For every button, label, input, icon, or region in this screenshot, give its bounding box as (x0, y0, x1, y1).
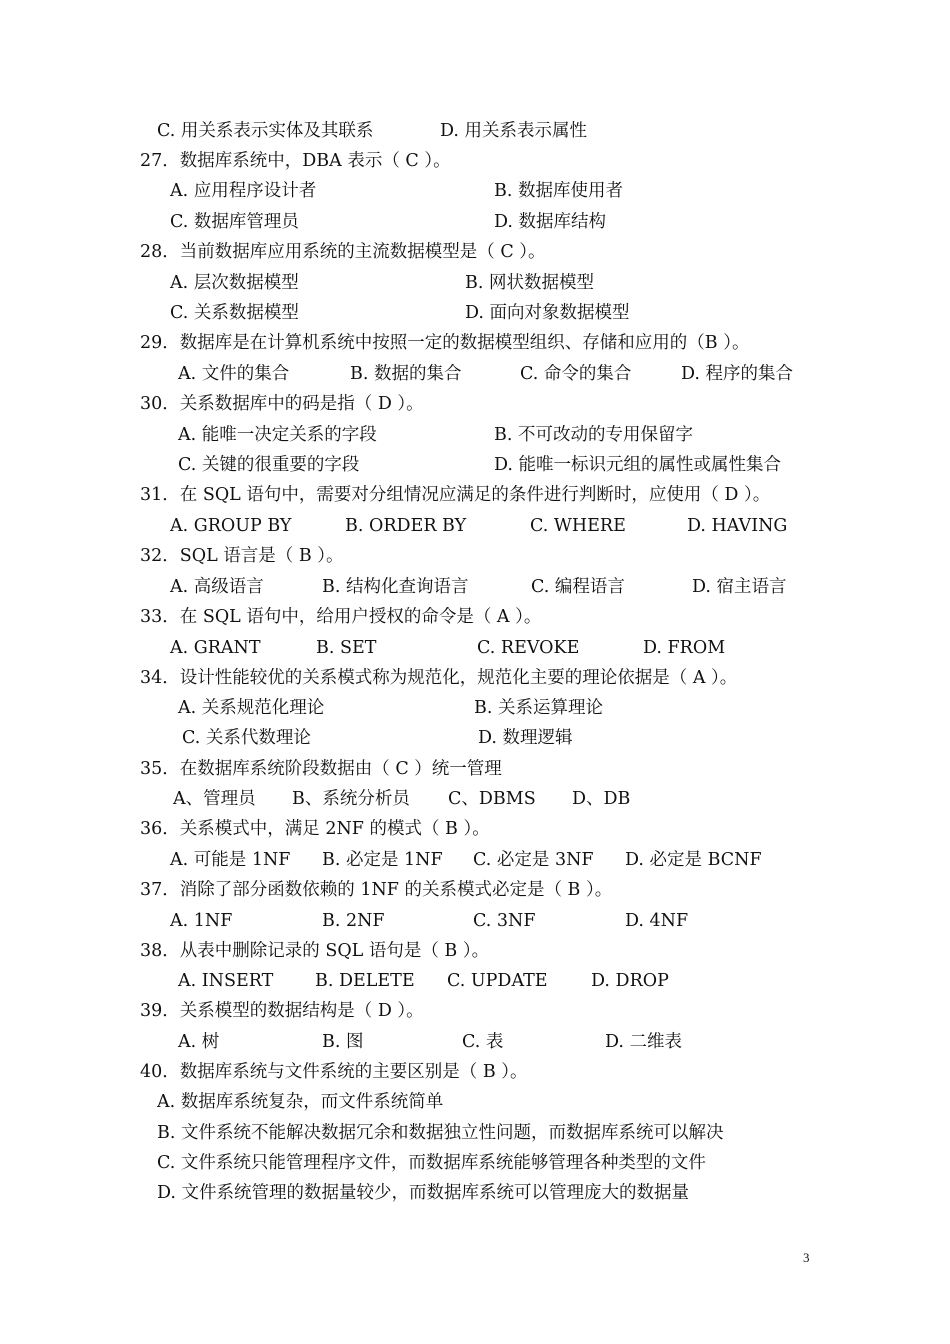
question-38-stem: 38．从表中删除记录的 SQL 语句是（ B ）。 (140, 941, 490, 961)
question-32-option-c: C. 编程语言 (531, 577, 625, 597)
question-40-option-d: D. 文件系统管理的数据量较少，而数据库系统可以管理庞大的数据量 (157, 1183, 690, 1203)
question-36-option-a: A. 可能是 1NF (170, 850, 291, 870)
question-34-option-a: A. 关系规范化理论 (178, 698, 325, 718)
question-31-option-a: A. GROUP BY (170, 516, 292, 536)
question-37-option-c: C. 3NF (473, 911, 536, 931)
question-27-stem: 27．数据库系统中，DBA 表示（ C ）。 (140, 151, 451, 171)
question-40-option-b: B. 文件系统不能解决数据冗余和数据独立性问题，而数据库系统可以解决 (157, 1123, 724, 1143)
question-32-option-d: D. 宿主语言 (692, 577, 787, 597)
question-39-option-a: A. 树 (178, 1032, 220, 1052)
question-33-stem: 33．在 SQL 语句中，给用户授权的命令是（ A ）。 (140, 607, 542, 627)
question-30-option-d: D. 能唯一标识元组的属性或属性集合 (494, 455, 782, 475)
question-31-option-c: C. WHERE (530, 516, 626, 536)
question-30-option-c: C. 关键的很重要的字段 (178, 455, 360, 475)
question-29-stem: 29．数据库是在计算机系统中按照一定的数据模型组织、存储和应用的（B ）。 (140, 333, 750, 353)
option-d: D. 用关系表示属性 (440, 121, 588, 141)
question-32-option-a: A. 高级语言 (170, 577, 264, 597)
question-38-option-d: D. DROP (591, 971, 669, 991)
question-40-option-c: C. 文件系统只能管理程序文件，而数据库系统能够管理各种类型的文件 (157, 1153, 706, 1173)
option-c: C. 用关系表示实体及其联系 (157, 121, 374, 141)
question-28-option-b: B. 网状数据模型 (465, 273, 594, 293)
question-28-stem: 28．当前数据库应用系统的主流数据模型是（ C ）。 (140, 242, 546, 262)
question-31-option-b: B. ORDER BY (345, 516, 467, 536)
question-32-option-b: B. 结构化查询语言 (322, 577, 469, 597)
question-37-option-a: A. 1NF (170, 911, 233, 931)
question-37-option-b: B. 2NF (322, 911, 385, 931)
question-33-option-a: A. GRANT (170, 638, 261, 658)
question-34-option-b: B. 关系运算理论 (474, 698, 603, 718)
question-31-option-d: D. HAVING (687, 516, 788, 536)
question-30-stem: 30．关系数据库中的码是指（ D ）。 (140, 394, 424, 414)
question-29-option-d: D. 程序的集合 (681, 364, 794, 384)
question-33-option-b: B. SET (316, 638, 377, 658)
question-39-option-c: C. 表 (462, 1032, 504, 1052)
question-34-option-c: C. 关系代数理论 (182, 728, 311, 748)
question-35-option-d: D、DB (572, 789, 631, 809)
question-27-option-c: C. 数据库管理员 (170, 212, 299, 232)
question-39-stem: 39．关系模型的数据结构是（ D ）。 (140, 1001, 424, 1021)
question-36-option-c: C. 必定是 3NF (473, 850, 594, 870)
question-36-option-b: B. 必定是 1NF (322, 850, 443, 870)
page-number: 3 (803, 1250, 810, 1265)
question-35-option-b: B、系统分析员 (292, 789, 410, 809)
question-37-option-d: D. 4NF (625, 911, 689, 931)
question-33-option-d: D. FROM (643, 638, 726, 658)
question-27-option-a: A. 应用程序设计者 (170, 181, 317, 201)
question-38-option-a: A. INSERT (178, 971, 274, 991)
question-34-option-d: D. 数理逻辑 (478, 728, 573, 748)
question-36-option-d: D. 必定是 BCNF (625, 850, 762, 870)
question-32-stem: 32．SQL 语言是（ B ）。 (140, 546, 344, 566)
question-31-stem: 31．在 SQL 语句中，需要对分组情况应满足的条件进行判断时，应使用（ D ）。 (140, 485, 771, 505)
question-36-stem: 36．关系模式中，满足 2NF 的模式（ B ）。 (140, 819, 490, 839)
question-35-stem: 35．在数据库系统阶段数据由（ C ）统一管理 (140, 759, 502, 779)
question-40-stem: 40．数据库系统与文件系统的主要区别是（ B ）。 (140, 1062, 528, 1082)
question-29-option-c: C. 命令的集合 (520, 364, 632, 384)
question-28-option-a: A. 层次数据模型 (170, 273, 299, 293)
question-28-option-d: D. 面向对象数据模型 (465, 303, 630, 323)
question-27-option-d: D. 数据库结构 (494, 212, 607, 232)
question-28-option-c: C. 关系数据模型 (170, 303, 299, 323)
question-38-option-b: B. DELETE (315, 971, 415, 991)
question-40-option-a: A. 数据库系统复杂，而文件系统简单 (157, 1092, 444, 1112)
question-39-option-d: D. 二维表 (605, 1032, 683, 1052)
question-29-option-b: B. 数据的集合 (350, 364, 462, 384)
question-33-option-c: C. REVOKE (477, 638, 580, 658)
question-34-stem: 34．设计性能较优的关系模式称为规范化，规范化主要的理论依据是（ A ）。 (140, 668, 738, 688)
question-30-option-b: B. 不可改动的专用保留字 (494, 425, 693, 445)
question-35-option-a: A、管理员 (173, 789, 256, 809)
question-37-stem: 37．消除了部分函数依赖的 1NF 的关系模式必定是（ B ）。 (140, 880, 613, 900)
question-39-option-b: B. 图 (322, 1032, 364, 1052)
question-38-option-c: C. UPDATE (447, 971, 548, 991)
question-30-option-a: A. 能唯一决定关系的字段 (178, 425, 377, 445)
question-27-option-b: B. 数据库使用者 (494, 181, 623, 201)
question-35-option-c: C、DBMS (448, 789, 536, 809)
question-29-option-a: A. 文件的集合 (178, 364, 290, 384)
